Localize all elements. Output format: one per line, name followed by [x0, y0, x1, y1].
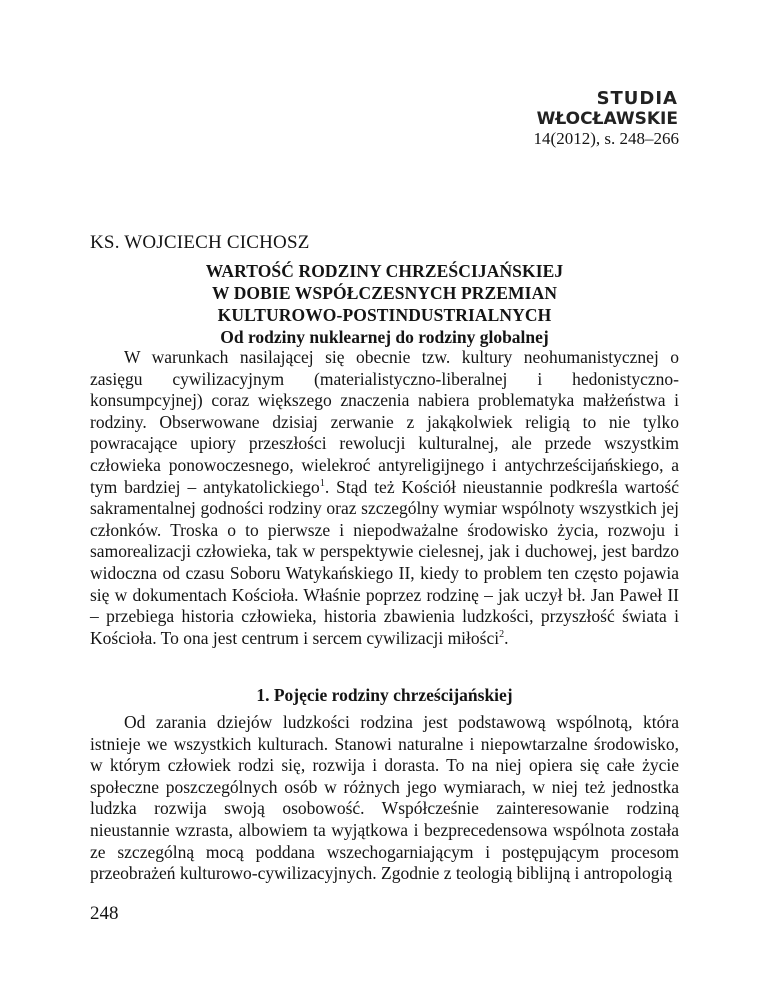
section-heading: 1. Pojęcie rodziny chrześcijańskiej [256, 685, 513, 705]
article-subtitle: Od rodziny nuklearnej do rodziny globalnej [220, 327, 549, 347]
intro-paragraph [90, 347, 679, 649]
author-name: KS. WOJCIECH CICHOSZ [90, 232, 310, 253]
journal-logo [530, 86, 680, 130]
title-line-2: W DOBIE WSPÓŁCZESNYCH PRZEMIAN [211, 283, 558, 303]
title-line-1: WARTOŚĆ RODZINY CHRZEŚCIJAŃSKIEJ [205, 261, 564, 281]
intro-text-b: . Stąd też Kościół nieustannie podkreśla wartość sakramentalnej godności rodziny oraz szczególny wymiar wspólnoty wszystkich jej członków. Troska o to pierwsze i niepodważalne środowisko życia, rozwoju i samorealizacji człowieka, tak w perspektywie cielesnej, jak i duchowej, jest bardzo widoczna od czasu Soboru Watykańskiego II, kiedy to problem ten często pojawia się w dokumentach Kościoła. Właśnie poprzez rodzinę – jak uczył bł. Jan Paweł II – przebiega historia człowieka, historia zbawienia ludzkości, przyszłość świata i Kościoła. To ona jest centrum i sercem cywilizacji miłości [90, 476, 679, 648]
title-line-3: KULTUROWO-POSTINDUSTRIALNYCH [217, 305, 552, 325]
section-paragraph: Od zarania dziejów ludzkości rodzina jest podstawową wspólnotą, która istnieje we wszystkich kulturach. Stanowi naturalne i niepowtarzalne środowisko, w którym człowiek rodzi się, rozwija i dorasta. To na niej opiera się całe życie społeczne poszczególnych osób w różnych jego wymiarach, w niej też jednostka ludzka rozwija swoją osobowość. Współcześnie zainteresowanie rodziną nieustannie wzrasta, albowiem ta wyjątkowa i bezprecedensowa wspólnota została ze szczególną mocą poddana wszechogarniającym i postępującym procesom przeobrażeń kulturowo-cywilizacyjnych. Zgodnie z teologią biblijną i antropologią [90, 712, 679, 884]
intro-text-c: . [504, 627, 509, 648]
footnote-ref-1[interactable]: 1 [319, 477, 325, 489]
logo-line1: STUDIA [596, 88, 678, 109]
logo-line2: WŁOCŁAWSKIE [536, 109, 678, 129]
article-title [90, 260, 679, 348]
footnote-ref-2[interactable]: 2 [499, 628, 505, 640]
intro-text-a: W warunkach nasilającej się obecnie tzw. kultury neohumanistycznej o zasięgu cywilizacyjnym (materialistyczno-liberalnej i hedonistyczno-konsumpcyjnej) coraz większego znaczenia nabiera problematyka małżeństwa i rodziny. Obserwowane dzisiaj zerwanie z jakąkolwiek religią to nie tylko powracające upiory przeszłości rewolucji kulturalnej, ale przede wszystkim człowieka ponowoczesnego, wielekroć antyreligijnego i antychrześcijańskiego, a tym bardziej – antykatolickiego [90, 347, 679, 497]
journal-citation: 14(2012), s. 248–266 [533, 129, 679, 148]
page-number: 248 [90, 903, 119, 924]
